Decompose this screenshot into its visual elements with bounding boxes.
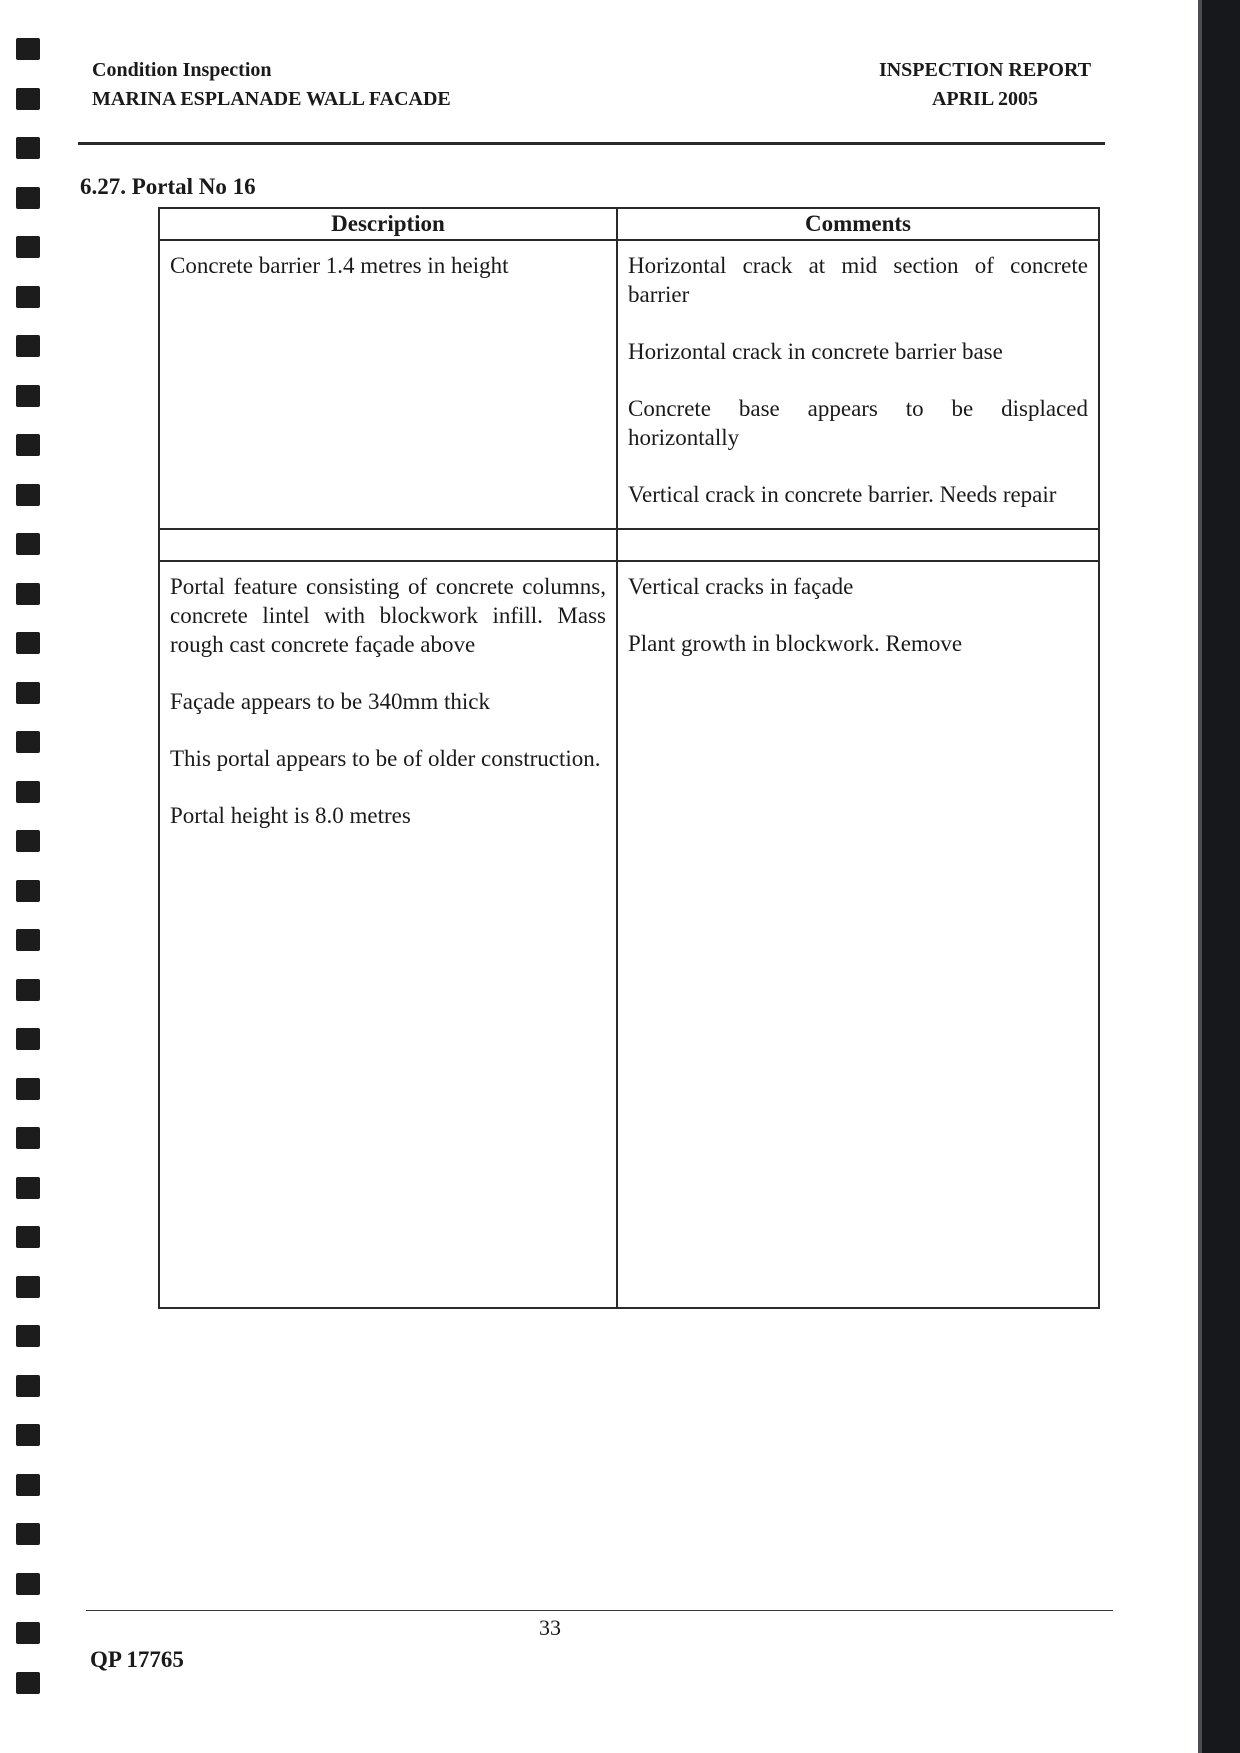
comment-text: Vertical cracks in façade [628, 574, 854, 599]
binding-hole [16, 335, 40, 357]
binding-hole [16, 682, 40, 704]
header-divider [78, 142, 1105, 145]
header-left [92, 56, 451, 114]
binding-hole [16, 1127, 40, 1149]
header-doc-type: Condition Inspection [92, 59, 272, 81]
header-report-type: INSPECTION REPORT [878, 59, 1092, 81]
comment-text: Concrete base appears to be displaced horizontally [628, 396, 1088, 450]
description-cell [159, 561, 617, 1308]
comment-text: Plant growth in blockwork. Remove [628, 631, 963, 656]
header-right [860, 56, 1110, 114]
column-header-description: Description [159, 208, 617, 240]
footer-divider [86, 1610, 1113, 1611]
binding-hole [16, 1226, 40, 1248]
inspection-table [158, 207, 1100, 1309]
comments-cell [617, 240, 1099, 529]
spacer-cell [617, 529, 1099, 561]
binding-hole [16, 731, 40, 753]
binding-hole [16, 434, 40, 456]
binding-hole [16, 1375, 40, 1397]
document-reference: QP 17765 [90, 1647, 184, 1672]
binding-hole [16, 1474, 40, 1496]
binding-hole [16, 484, 40, 506]
binding-hole [16, 38, 40, 60]
binding-hole [16, 88, 40, 110]
binding-hole [16, 979, 40, 1001]
description-text: This portal appears to be of older construction. [170, 746, 601, 771]
binding-hole [16, 533, 40, 555]
table-row [159, 240, 1099, 529]
description-text: Portal height is 8.0 metres [170, 803, 411, 828]
scanner-edge [1202, 0, 1240, 1753]
header-report-date: APRIL 2005 [931, 88, 1039, 110]
description-text: Façade appears to be 340mm thick [170, 689, 490, 714]
binding-hole [16, 583, 40, 605]
binding-hole [16, 1424, 40, 1446]
comments-cell [617, 561, 1099, 1308]
binding-hole [16, 187, 40, 209]
table-header-row [159, 208, 1099, 240]
binding-hole [16, 1028, 40, 1050]
binding-hole [16, 880, 40, 902]
comment-text: Horizontal crack at mid section of concrete barrier [628, 253, 1088, 307]
comment-text: Horizontal crack in concrete barrier base [628, 339, 1003, 364]
page-number: 33 [539, 1615, 561, 1640]
header-project-name: MARINA ESPLANADE WALL FACADE [92, 88, 451, 110]
binding-hole [16, 781, 40, 803]
description-text: Portal feature consisting of concrete columns, concrete lintel with blockwork infill. Mass rough cast concrete façade above [170, 574, 606, 657]
section-title: 6.27. Portal No 16 [80, 174, 256, 199]
spacer-cell [159, 529, 617, 561]
binding-hole [16, 1078, 40, 1100]
binding-hole [16, 1622, 40, 1644]
binding-hole [16, 137, 40, 159]
binding-hole [16, 1325, 40, 1347]
binding-hole [16, 1523, 40, 1545]
binding-hole [16, 929, 40, 951]
table-row [159, 561, 1099, 1308]
table-spacer-row [159, 529, 1099, 561]
binding-hole [16, 385, 40, 407]
comment-text: Vertical crack in concrete barrier. Needs repair [628, 482, 1057, 507]
binding-hole [16, 1672, 40, 1694]
column-header-comments: Comments [617, 208, 1099, 240]
description-text: Concrete barrier 1.4 metres in height [170, 253, 509, 278]
binding-hole [16, 830, 40, 852]
binding-holes [16, 38, 44, 1728]
binding-hole [16, 236, 40, 258]
binding-hole [16, 286, 40, 308]
binding-hole [16, 1573, 40, 1595]
binding-hole [16, 1276, 40, 1298]
description-cell [159, 240, 617, 529]
binding-hole [16, 1177, 40, 1199]
binding-hole [16, 632, 40, 654]
